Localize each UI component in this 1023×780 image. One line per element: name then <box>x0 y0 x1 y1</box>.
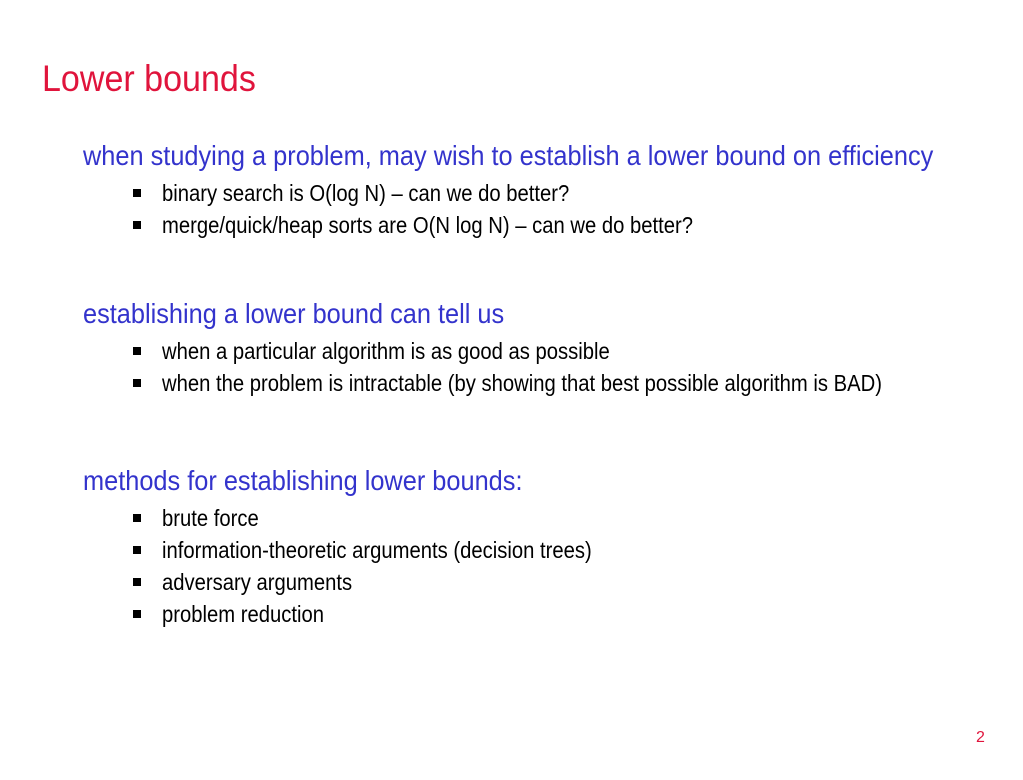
square-bullet-icon <box>133 221 141 229</box>
bullet-item <box>83 566 569 598</box>
square-bullet-icon <box>133 514 141 522</box>
bullet-text: when the problem is intractable (by showing that best possible algorithm is BAD) <box>162 370 883 396</box>
bullet-item <box>83 367 883 399</box>
bullet-text: brute force <box>162 505 259 531</box>
bullet-list <box>83 502 592 630</box>
section-what-lower-bound-tells <box>83 298 883 399</box>
bullet-text: when a particular algorithm is as good as possible <box>162 338 610 364</box>
square-bullet-icon <box>133 189 141 197</box>
bullet-text: merge/quick/heap sorts are O(N log N) – can we do better? <box>162 212 693 238</box>
bullet-item <box>83 335 610 367</box>
bullet-text: binary search is O(log N) – can we do better? <box>162 180 570 206</box>
bullet-item <box>83 534 592 566</box>
square-bullet-icon <box>133 578 141 586</box>
section-methods <box>83 465 592 630</box>
bullet-list <box>83 335 883 399</box>
bullet-text: problem reduction <box>162 601 325 627</box>
bullet-text: information-theoretic arguments (decision trees) <box>162 537 592 563</box>
square-bullet-icon <box>133 610 141 618</box>
bullet-text: adversary arguments <box>162 569 353 595</box>
square-bullet-icon <box>133 379 141 387</box>
section-heading: establishing a lower bound can tell us <box>83 298 505 329</box>
section-heading: when studying a problem, may wish to establish a lower bound on efficiency <box>83 140 934 171</box>
section-heading: methods for establishing lower bounds: <box>83 465 523 496</box>
square-bullet-icon <box>133 546 141 554</box>
section-lower-bound-intro <box>83 140 1023 241</box>
square-bullet-icon <box>133 347 141 355</box>
page-number: 2 <box>976 729 985 746</box>
bullet-item <box>83 209 1023 241</box>
bullet-item <box>83 598 569 630</box>
bullet-item <box>83 177 1023 209</box>
bullet-item <box>83 502 569 534</box>
bullet-list <box>83 177 1023 241</box>
slide-title: Lower bounds <box>42 58 256 99</box>
